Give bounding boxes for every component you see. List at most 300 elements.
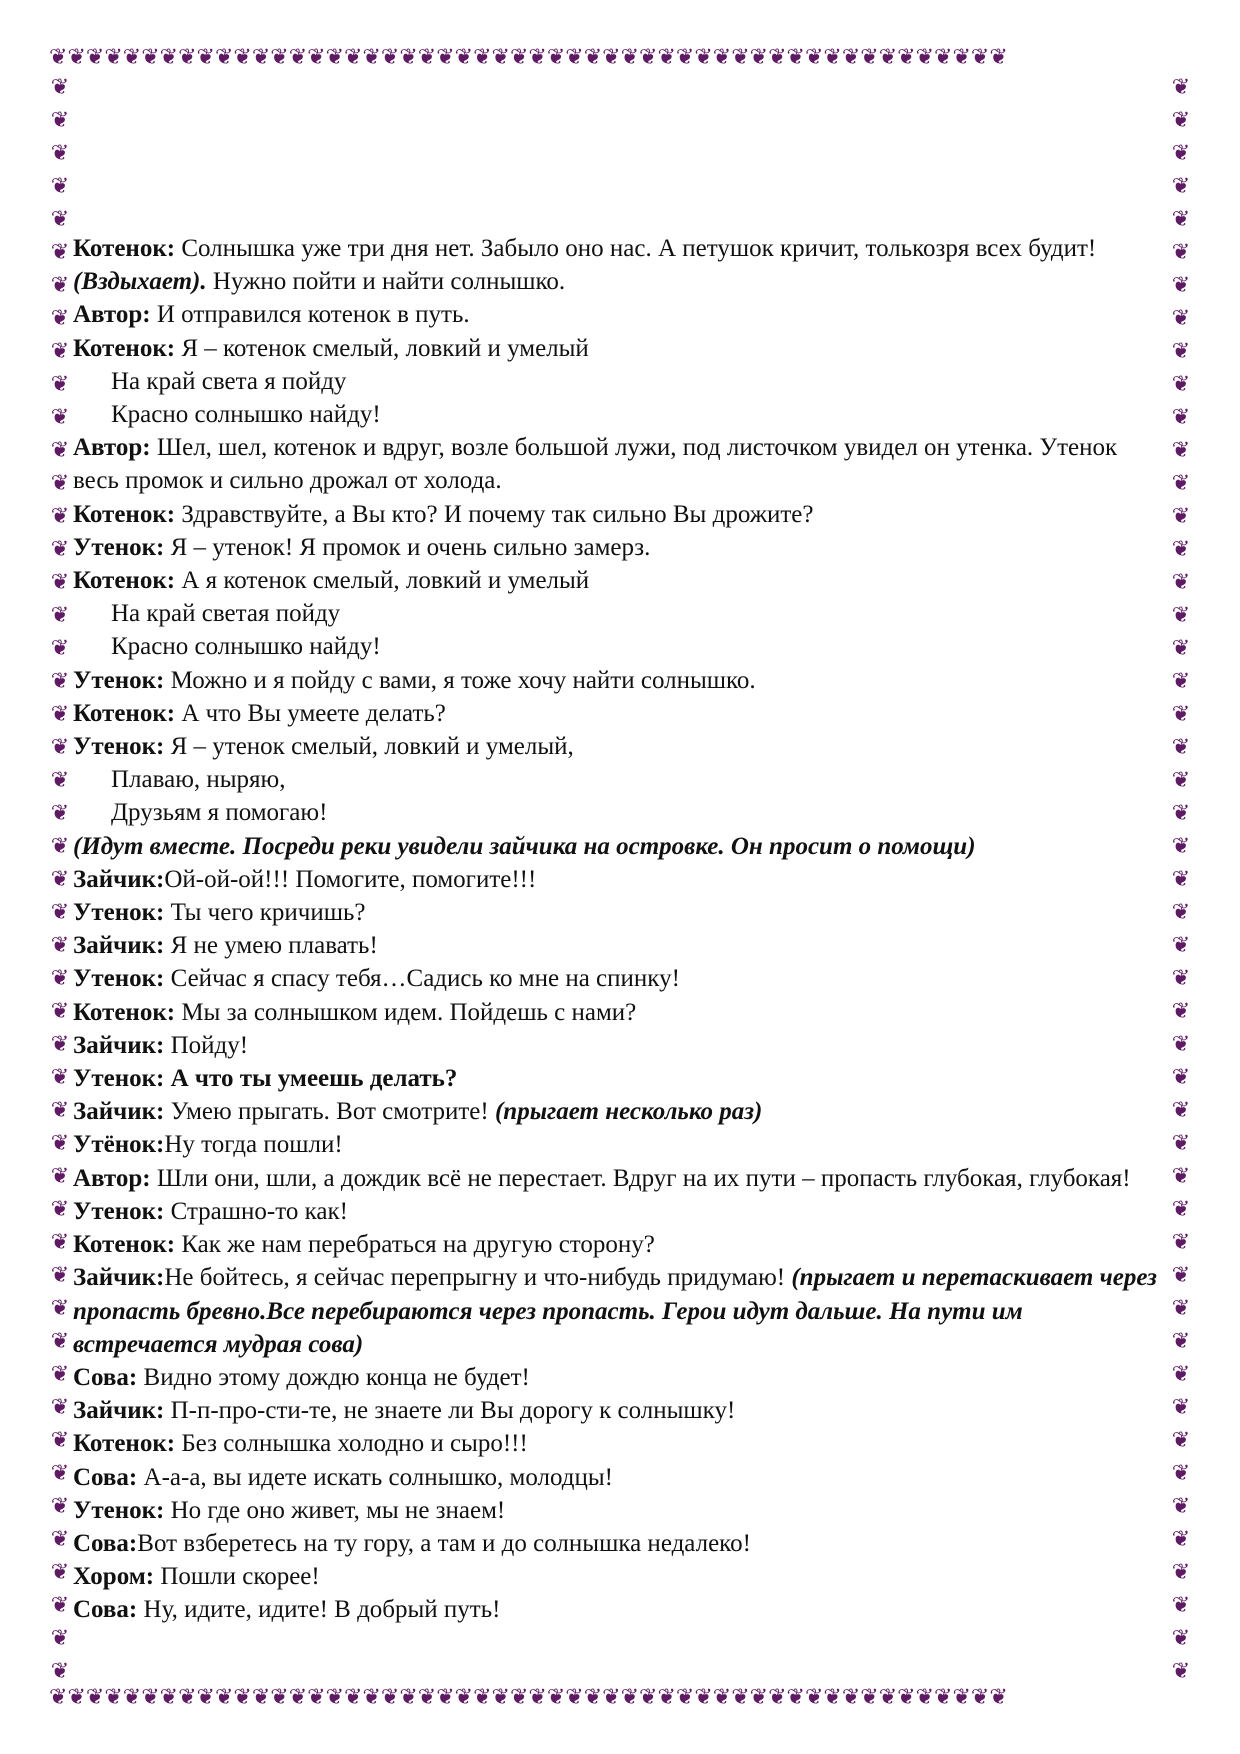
butterfly-icon: ❦ bbox=[1171, 998, 1191, 1023]
speech-text: Без солнышка холодно и сыро!!! bbox=[175, 1430, 528, 1458]
butterfly-icon: ❦ bbox=[50, 536, 70, 561]
verse-line bbox=[73, 365, 1167, 398]
butterfly-icon: ❦ bbox=[50, 239, 70, 264]
dialogue-line bbox=[73, 1593, 1167, 1626]
speaker-name: Зайчик: bbox=[73, 1098, 165, 1126]
butterfly-icon: ❦ bbox=[49, 1686, 68, 1709]
butterfly-icon: ❦ bbox=[50, 1262, 70, 1287]
butterfly-icon: ❦ bbox=[50, 173, 70, 198]
dialogue-line bbox=[73, 664, 1167, 697]
speaker-name: Хором: bbox=[73, 1563, 155, 1591]
stage-direction bbox=[73, 830, 1167, 863]
butterfly-icon: ❦ bbox=[731, 46, 750, 69]
verse-line bbox=[73, 763, 1167, 796]
butterfly-icon: ❦ bbox=[50, 1130, 70, 1155]
verse-text: На край светая пойду bbox=[111, 600, 341, 628]
butterfly-icon: ❦ bbox=[1171, 140, 1191, 165]
speaker-name: Зайчик: bbox=[73, 932, 165, 960]
butterfly-icon: ❦ bbox=[1171, 107, 1191, 132]
border-left bbox=[49, 70, 71, 1686]
dialogue-line bbox=[73, 232, 1167, 298]
butterfly-icon: ❦ bbox=[1171, 1229, 1191, 1254]
butterfly-icon: ❦ bbox=[344, 1686, 363, 1709]
butterfly-icon: ❦ bbox=[1171, 1658, 1191, 1683]
butterfly-icon: ❦ bbox=[675, 1686, 695, 1709]
speaker-name: Утенок: bbox=[73, 1065, 165, 1093]
butterfly-icon: ❦ bbox=[860, 1686, 879, 1709]
speech-text: Страшно-то как! bbox=[164, 1197, 348, 1225]
butterfly-icon: ❦ bbox=[50, 1163, 70, 1188]
speaker-name: Котенок: bbox=[73, 235, 176, 262]
butterfly-icon: ❦ bbox=[50, 404, 70, 429]
border-right bbox=[1170, 70, 1192, 1686]
butterfly-icon: ❦ bbox=[50, 602, 70, 627]
butterfly-icon: ❦ bbox=[897, 46, 916, 69]
butterfly-icon: ❦ bbox=[325, 1686, 344, 1709]
butterfly-icon: ❦ bbox=[67, 46, 86, 69]
butterfly-icon: ❦ bbox=[50, 437, 70, 462]
butterfly-icon: ❦ bbox=[50, 272, 70, 297]
butterfly-icon: ❦ bbox=[50, 74, 70, 99]
speech-text: А что ты умеешь делать? bbox=[164, 1065, 458, 1093]
butterfly-icon: ❦ bbox=[288, 46, 308, 69]
butterfly-icon: ❦ bbox=[1171, 1064, 1191, 1089]
speech-text: Мы за солнышком идем. Пойдешь с нами? bbox=[175, 998, 637, 1026]
butterfly-icon: ❦ bbox=[50, 569, 70, 594]
speech-text: Ты чего кричишь? bbox=[164, 899, 366, 927]
butterfly-icon: ❦ bbox=[1171, 1097, 1191, 1122]
speaker-name: Зайчик: bbox=[73, 1031, 165, 1059]
butterfly-icon: ❦ bbox=[583, 46, 603, 69]
butterfly-icon: ❦ bbox=[1171, 635, 1191, 660]
speaker-name: Котенок: bbox=[73, 998, 176, 1026]
butterfly-icon: ❦ bbox=[473, 1686, 492, 1709]
butterfly-icon: ❦ bbox=[122, 1686, 142, 1709]
butterfly-icon: ❦ bbox=[399, 46, 418, 69]
stage-direction-text: (Идут вместе. Посреди реки увидели зайчика на островке. Он просит о помощи) bbox=[73, 832, 976, 860]
dialogue-line bbox=[73, 1228, 1167, 1261]
butterfly-icon: ❦ bbox=[804, 1686, 824, 1709]
butterfly-icon: ❦ bbox=[50, 140, 70, 165]
dialogue-line bbox=[73, 1029, 1167, 1062]
dialogue-line bbox=[73, 1527, 1167, 1560]
verse-line bbox=[73, 398, 1167, 431]
speaker-name: Зайчик: bbox=[73, 1397, 165, 1425]
speech-text: А-а-а, вы идете искать солнышко, молодцы! bbox=[137, 1463, 614, 1491]
dialogue-line bbox=[73, 298, 1167, 331]
verse-text: Друзьям я помогаю! bbox=[111, 799, 328, 827]
butterfly-icon: ❦ bbox=[399, 1686, 418, 1709]
butterfly-icon: ❦ bbox=[915, 1686, 934, 1709]
speech-text: Нужно пойти и найти солнышко. bbox=[206, 268, 566, 296]
butterfly-icon: ❦ bbox=[1171, 1394, 1191, 1419]
butterfly-icon: ❦ bbox=[344, 46, 363, 69]
speaker-name: Котенок: bbox=[73, 699, 176, 727]
butterfly-icon: ❦ bbox=[50, 305, 70, 330]
butterfly-icon: ❦ bbox=[1171, 239, 1191, 264]
butterfly-icon: ❦ bbox=[1171, 1163, 1191, 1188]
butterfly-icon: ❦ bbox=[50, 1559, 70, 1584]
butterfly-icon: ❦ bbox=[1171, 1031, 1191, 1056]
butterfly-icon: ❦ bbox=[970, 46, 990, 69]
butterfly-icon: ❦ bbox=[50, 668, 70, 693]
border-bottom bbox=[49, 1686, 1191, 1710]
speech-text: Солнышка уже три дня нет. Забыло оно нас. А петушок кричит, толькозря всех будит! bbox=[175, 235, 1097, 262]
speaker-name: Утенок: bbox=[73, 1496, 165, 1524]
butterfly-icon: ❦ bbox=[50, 1625, 70, 1650]
butterfly-icon: ❦ bbox=[417, 1686, 437, 1709]
butterfly-icon: ❦ bbox=[768, 46, 787, 69]
butterfly-icon: ❦ bbox=[1171, 569, 1191, 594]
butterfly-icon: ❦ bbox=[85, 46, 105, 69]
butterfly-icon: ❦ bbox=[602, 1686, 621, 1709]
butterfly-icon: ❦ bbox=[491, 46, 510, 69]
butterfly-icon: ❦ bbox=[1171, 899, 1191, 924]
butterfly-icon: ❦ bbox=[380, 1686, 400, 1709]
butterfly-icon: ❦ bbox=[934, 46, 953, 69]
dialogue-line bbox=[73, 996, 1167, 1029]
butterfly-icon: ❦ bbox=[50, 833, 70, 858]
butterfly-icon: ❦ bbox=[233, 46, 252, 69]
butterfly-icon: ❦ bbox=[454, 46, 474, 69]
butterfly-icon: ❦ bbox=[583, 1686, 603, 1709]
butterfly-icon: ❦ bbox=[362, 1686, 381, 1709]
butterfly-icon: ❦ bbox=[1171, 74, 1191, 99]
butterfly-icon: ❦ bbox=[1171, 767, 1191, 792]
butterfly-icon: ❦ bbox=[952, 46, 971, 69]
butterfly-icon: ❦ bbox=[804, 46, 824, 69]
butterfly-icon: ❦ bbox=[104, 46, 123, 69]
butterfly-icon: ❦ bbox=[50, 998, 70, 1023]
speech-text: Можно и я пойду с вами, я тоже хочу найти солнышко. bbox=[164, 666, 756, 694]
butterfly-icon: ❦ bbox=[1171, 1460, 1191, 1485]
butterfly-icon: ❦ bbox=[1171, 734, 1191, 759]
dialogue-line bbox=[73, 1394, 1167, 1427]
butterfly-icon: ❦ bbox=[50, 1229, 70, 1254]
butterfly-icon: ❦ bbox=[491, 1686, 510, 1709]
butterfly-icon: ❦ bbox=[823, 46, 842, 69]
butterfly-icon: ❦ bbox=[104, 1686, 123, 1709]
butterfly-icon: ❦ bbox=[694, 46, 713, 69]
butterfly-icon: ❦ bbox=[50, 1394, 70, 1419]
butterfly-icon: ❦ bbox=[878, 1686, 898, 1709]
butterfly-icon: ❦ bbox=[915, 46, 934, 69]
speaker-name: Котенок: bbox=[73, 500, 176, 528]
butterfly-icon: ❦ bbox=[1171, 668, 1191, 693]
butterfly-icon: ❦ bbox=[1171, 437, 1191, 462]
butterfly-icon: ❦ bbox=[639, 1686, 658, 1709]
dialogue-line bbox=[73, 1195, 1167, 1228]
butterfly-icon: ❦ bbox=[214, 46, 234, 69]
butterfly-icon: ❦ bbox=[178, 46, 197, 69]
butterfly-icon: ❦ bbox=[1171, 932, 1191, 957]
butterfly-icon: ❦ bbox=[694, 1686, 713, 1709]
butterfly-icon: ❦ bbox=[50, 932, 70, 957]
butterfly-icon: ❦ bbox=[1171, 1559, 1191, 1584]
butterfly-icon: ❦ bbox=[50, 1295, 70, 1320]
butterfly-icon: ❦ bbox=[50, 107, 70, 132]
speech-text: Я – утенок! Я промок и очень сильно замерз. bbox=[164, 533, 651, 561]
butterfly-icon: ❦ bbox=[50, 1031, 70, 1056]
butterfly-icon: ❦ bbox=[50, 701, 70, 726]
speaker-name: Котенок: bbox=[73, 1430, 176, 1458]
butterfly-icon: ❦ bbox=[178, 1686, 197, 1709]
butterfly-icon: ❦ bbox=[141, 1686, 160, 1709]
butterfly-icon: ❦ bbox=[749, 46, 769, 69]
dialogue-line bbox=[73, 1128, 1167, 1161]
speaker-name: Сова: bbox=[73, 1596, 138, 1624]
border-top bbox=[49, 46, 1191, 70]
speech-text: Ой-ой-ой!!! Помогите, помогите!!! bbox=[164, 865, 537, 893]
butterfly-icon: ❦ bbox=[50, 1427, 70, 1452]
butterfly-icon: ❦ bbox=[1171, 866, 1191, 891]
butterfly-icon: ❦ bbox=[1171, 1493, 1191, 1518]
speech-text: Я – утенок смелый, ловкий и умелый, bbox=[164, 733, 574, 761]
butterfly-icon: ❦ bbox=[196, 1686, 215, 1709]
butterfly-icon: ❦ bbox=[50, 1064, 70, 1089]
butterfly-icon: ❦ bbox=[1171, 1262, 1191, 1287]
speaker-name: Автор: bbox=[73, 1164, 151, 1192]
dialogue-line bbox=[73, 332, 1167, 365]
butterfly-icon: ❦ bbox=[50, 1526, 70, 1551]
butterfly-icon: ❦ bbox=[50, 371, 70, 396]
speech-text: Я не умею плавать! bbox=[164, 932, 378, 960]
butterfly-icon: ❦ bbox=[786, 1686, 805, 1709]
butterfly-icon: ❦ bbox=[50, 1460, 70, 1485]
butterfly-icon: ❦ bbox=[67, 1686, 86, 1709]
butterfly-icon: ❦ bbox=[1171, 272, 1191, 297]
butterfly-icon: ❦ bbox=[1171, 965, 1191, 990]
butterfly-icon: ❦ bbox=[749, 1686, 769, 1709]
speech-text: Ну тогда пошли! bbox=[164, 1131, 343, 1159]
butterfly-icon: ❦ bbox=[675, 46, 695, 69]
dialogue-line bbox=[73, 1062, 1167, 1095]
butterfly-icon: ❦ bbox=[159, 46, 179, 69]
butterfly-icon: ❦ bbox=[934, 1686, 953, 1709]
butterfly-icon: ❦ bbox=[1171, 371, 1191, 396]
dialogue-line bbox=[73, 1494, 1167, 1527]
butterfly-icon: ❦ bbox=[436, 1686, 455, 1709]
dialogue-line bbox=[73, 929, 1167, 962]
butterfly-icon: ❦ bbox=[989, 46, 1008, 69]
butterfly-icon: ❦ bbox=[602, 46, 621, 69]
butterfly-icon: ❦ bbox=[860, 46, 879, 69]
butterfly-icon: ❦ bbox=[970, 1686, 990, 1709]
verse-text: Красно солнышко найду! bbox=[111, 401, 381, 429]
butterfly-icon: ❦ bbox=[786, 46, 805, 69]
dialogue-line bbox=[73, 498, 1167, 531]
speaker-name: Утенок: bbox=[73, 533, 165, 561]
butterfly-icon: ❦ bbox=[1171, 536, 1191, 561]
butterfly-icon: ❦ bbox=[897, 1686, 916, 1709]
butterfly-icon: ❦ bbox=[50, 767, 70, 792]
butterfly-icon: ❦ bbox=[50, 1592, 70, 1617]
butterfly-icon: ❦ bbox=[1171, 1592, 1191, 1617]
butterfly-icon: ❦ bbox=[1171, 206, 1191, 231]
butterfly-icon: ❦ bbox=[1171, 1130, 1191, 1155]
speaker-name: Котенок: bbox=[73, 567, 176, 595]
butterfly-icon: ❦ bbox=[712, 1686, 732, 1709]
speaker-name: Утёнок: bbox=[73, 1131, 165, 1159]
butterfly-icon: ❦ bbox=[50, 1493, 70, 1518]
butterfly-icon: ❦ bbox=[50, 470, 70, 495]
speech-text: Но где оно живет, мы не знаем! bbox=[164, 1496, 506, 1524]
speech-text: Видно этому дождю конца не будет! bbox=[137, 1363, 530, 1391]
butterfly-icon: ❦ bbox=[1171, 470, 1191, 495]
butterfly-icon: ❦ bbox=[1171, 1625, 1191, 1650]
butterfly-icon: ❦ bbox=[50, 866, 70, 891]
butterfly-icon: ❦ bbox=[380, 46, 400, 69]
butterfly-icon: ❦ bbox=[196, 46, 215, 69]
play-script bbox=[73, 232, 1167, 1627]
speaker-name: Автор: bbox=[73, 434, 151, 462]
butterfly-icon: ❦ bbox=[50, 800, 70, 825]
speech-text: Вот взберетесь на ту гору, а там и до солнышка недалеко! bbox=[137, 1529, 751, 1557]
speaker-name: Котенок: bbox=[73, 334, 176, 362]
butterfly-icon: ❦ bbox=[823, 1686, 842, 1709]
butterfly-icon: ❦ bbox=[546, 46, 566, 69]
butterfly-icon: ❦ bbox=[362, 46, 381, 69]
speech-text: Умею прыгать. Вот смотрите! bbox=[164, 1098, 495, 1126]
butterfly-icon: ❦ bbox=[1171, 800, 1191, 825]
butterfly-icon: ❦ bbox=[712, 46, 732, 69]
speaker-name: Утенок: bbox=[73, 666, 165, 694]
stage-direction: (прыгает и перетаскивает через пропасть бревно.Все перебираются через пропасть. Герои идут дальше. На пути им встречается мудрая сова) bbox=[73, 1264, 1157, 1358]
dialogue-line bbox=[73, 863, 1167, 896]
speech-text: И отправился котенок в путь. bbox=[150, 301, 470, 329]
speaker-name: Утенок: bbox=[73, 733, 165, 761]
speech-text: Сейчас я спасу тебя…Садись ко мне на спинку! bbox=[164, 965, 680, 993]
butterfly-icon: ❦ bbox=[307, 1686, 326, 1709]
verse-line bbox=[73, 597, 1167, 630]
speaker-name: Зайчик: bbox=[73, 1264, 165, 1292]
speaker-name: Котенок: bbox=[73, 1231, 176, 1259]
butterfly-icon: ❦ bbox=[1171, 1427, 1191, 1452]
butterfly-icon: ❦ bbox=[85, 1686, 105, 1709]
butterfly-icon: ❦ bbox=[251, 1686, 271, 1709]
stage-direction: (прыгает несколько раз) bbox=[494, 1098, 763, 1126]
butterfly-icon: ❦ bbox=[270, 46, 289, 69]
butterfly-icon: ❦ bbox=[325, 46, 344, 69]
butterfly-icon: ❦ bbox=[620, 46, 639, 69]
butterfly-icon: ❦ bbox=[878, 46, 898, 69]
butterfly-icon: ❦ bbox=[270, 1686, 289, 1709]
butterfly-icon: ❦ bbox=[50, 1658, 70, 1683]
butterfly-icon: ❦ bbox=[50, 965, 70, 990]
speech-text: Не бойтесь, я сейчас перепрыгну и что-нибудь придумаю! bbox=[164, 1264, 792, 1292]
speaker-name: Автор: bbox=[73, 301, 151, 329]
speech-text: Пошли скорее! bbox=[154, 1563, 320, 1591]
butterfly-icon: ❦ bbox=[50, 1196, 70, 1221]
stage-direction: (Вздыхает). bbox=[73, 268, 207, 296]
speaker-name: Сова: bbox=[73, 1529, 138, 1557]
butterfly-icon: ❦ bbox=[546, 1686, 566, 1709]
butterfly-icon: ❦ bbox=[50, 734, 70, 759]
speech-text: Как же нам перебраться на другую сторону? bbox=[175, 1231, 655, 1259]
butterfly-icon: ❦ bbox=[50, 1361, 70, 1386]
speech-text: Ну, идите, идите! В добрый путь! bbox=[137, 1596, 501, 1624]
butterfly-icon: ❦ bbox=[50, 503, 70, 528]
butterfly-icon: ❦ bbox=[141, 46, 160, 69]
butterfly-icon: ❦ bbox=[528, 1686, 547, 1709]
verse-line bbox=[73, 796, 1167, 829]
butterfly-icon: ❦ bbox=[251, 46, 271, 69]
speaker-name: Сова: bbox=[73, 1463, 138, 1491]
dialogue-line bbox=[73, 1427, 1167, 1460]
butterfly-icon: ❦ bbox=[1171, 1196, 1191, 1221]
dialogue-line bbox=[73, 1560, 1167, 1593]
dialogue-line bbox=[73, 431, 1167, 497]
butterfly-icon: ❦ bbox=[731, 1686, 750, 1709]
butterfly-icon: ❦ bbox=[1171, 701, 1191, 726]
dialogue-line bbox=[73, 1162, 1167, 1195]
butterfly-icon: ❦ bbox=[989, 1686, 1008, 1709]
butterfly-icon: ❦ bbox=[454, 1686, 474, 1709]
speaker-name: Утенок: bbox=[73, 965, 165, 993]
speech-text: П-п-про-сти-те, не знаете ли Вы дорогу к солнышку! bbox=[164, 1397, 736, 1425]
butterfly-icon: ❦ bbox=[214, 1686, 234, 1709]
dialogue-line bbox=[73, 730, 1167, 763]
butterfly-icon: ❦ bbox=[1171, 305, 1191, 330]
butterfly-icon: ❦ bbox=[436, 46, 455, 69]
butterfly-icon: ❦ bbox=[159, 1686, 179, 1709]
butterfly-icon: ❦ bbox=[50, 635, 70, 660]
butterfly-icon: ❦ bbox=[50, 899, 70, 924]
butterfly-icon: ❦ bbox=[1171, 173, 1191, 198]
butterfly-icon: ❦ bbox=[50, 338, 70, 363]
speech-text: Здравствуйте, а Вы кто? И почему так сильно Вы дрожите? bbox=[175, 500, 814, 528]
butterfly-icon: ❦ bbox=[565, 1686, 584, 1709]
dialogue-line bbox=[73, 1095, 1167, 1128]
dialogue-line bbox=[73, 962, 1167, 995]
butterfly-icon: ❦ bbox=[620, 1686, 639, 1709]
butterfly-icon: ❦ bbox=[1171, 833, 1191, 858]
butterfly-icon: ❦ bbox=[1171, 1295, 1191, 1320]
butterfly-icon: ❦ bbox=[841, 1686, 861, 1709]
butterfly-icon: ❦ bbox=[307, 46, 326, 69]
butterfly-icon: ❦ bbox=[768, 1686, 787, 1709]
butterfly-icon: ❦ bbox=[528, 46, 547, 69]
speaker-name: Утенок: bbox=[73, 899, 165, 927]
butterfly-icon: ❦ bbox=[1171, 602, 1191, 627]
butterfly-icon: ❦ bbox=[122, 46, 142, 69]
butterfly-icon: ❦ bbox=[509, 46, 529, 69]
verse-text: Красно солнышко найду! bbox=[111, 633, 381, 661]
speech-text: А я котенок смелый, ловкий и умелый bbox=[175, 567, 590, 595]
speech-text: Пойду! bbox=[164, 1031, 249, 1059]
butterfly-icon: ❦ bbox=[50, 1328, 70, 1353]
butterfly-icon: ❦ bbox=[473, 46, 492, 69]
butterfly-icon: ❦ bbox=[1171, 503, 1191, 528]
speech-text: Шли они, шли, а дождик всё не перестает. Вдруг на их пути – пропасть глубокая, глубокая! bbox=[150, 1164, 1131, 1192]
verse-line bbox=[73, 630, 1167, 663]
butterfly-icon: ❦ bbox=[49, 46, 68, 69]
butterfly-icon: ❦ bbox=[657, 1686, 676, 1709]
dialogue-line bbox=[73, 564, 1167, 597]
speech-text: Я – котенок смелый, ловкий и умелый bbox=[175, 334, 589, 362]
butterfly-icon: ❦ bbox=[952, 1686, 971, 1709]
dialogue-line bbox=[73, 697, 1167, 730]
butterfly-icon: ❦ bbox=[1171, 1526, 1191, 1551]
speech-text: А что Вы умеете делать? bbox=[175, 699, 446, 727]
speaker-name: Сова: bbox=[73, 1363, 138, 1391]
speaker-name: Зайчик: bbox=[73, 865, 165, 893]
dialogue-line bbox=[73, 531, 1167, 564]
butterfly-icon: ❦ bbox=[50, 206, 70, 231]
speaker-name: Утенок: bbox=[73, 1197, 165, 1225]
butterfly-icon: ❦ bbox=[509, 1686, 529, 1709]
dialogue-line bbox=[73, 1361, 1167, 1394]
